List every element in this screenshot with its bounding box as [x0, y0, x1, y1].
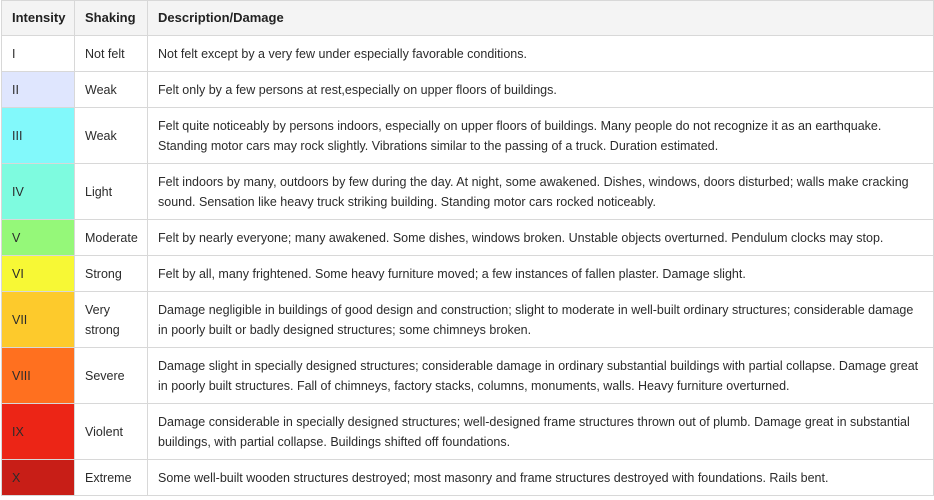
header-intensity: Intensity — [2, 1, 75, 36]
intensity-cell: I — [2, 36, 75, 72]
header-description: Description/Damage — [148, 1, 934, 36]
shaking-cell: Moderate — [75, 220, 148, 256]
shaking-cell: Extreme — [75, 460, 148, 496]
description-cell: Felt only by a few persons at rest,especially on upper floors of buildings. — [148, 72, 934, 108]
intensity-cell: V — [2, 220, 75, 256]
table-row — [2, 164, 934, 220]
shaking-cell: Violent — [75, 404, 148, 460]
intensity-cell: IV — [2, 164, 75, 220]
table-row — [2, 108, 934, 164]
description-cell: Damage slight in specially designed structures; considerable damage in ordinary substantial buildings with partial collapse. Damage great in poorly built structures. Fall of chimneys, factory stacks, columns, monuments, walls. Heavy furniture overturned. — [148, 348, 934, 404]
description-cell: Not felt except by a very few under especially favorable conditions. — [148, 36, 934, 72]
shaking-cell: Weak — [75, 72, 148, 108]
shaking-cell: Light — [75, 164, 148, 220]
description-cell: Damage negligible in buildings of good design and construction; slight to moderate in well-built ordinary structures; considerable damage in poorly built or badly designed structures; some chimneys broken. — [148, 292, 934, 348]
shaking-cell: Weak — [75, 108, 148, 164]
shaking-cell: Strong — [75, 256, 148, 292]
table-row — [2, 36, 934, 72]
intensity-cell: III — [2, 108, 75, 164]
table-header-row — [2, 1, 934, 36]
shaking-cell: Not felt — [75, 36, 148, 72]
intensity-scale-table — [1, 0, 934, 496]
table-row — [2, 460, 934, 496]
description-cell: Felt indoors by many, outdoors by few during the day. At night, some awakened. Dishes, windows, doors disturbed; walls make cracking sound. Sensation like heavy truck striking building. Standing motor cars rocked noticeably. — [148, 164, 934, 220]
shaking-cell: Severe — [75, 348, 148, 404]
table-row — [2, 348, 934, 404]
header-shaking: Shaking — [75, 1, 148, 36]
description-cell: Some well-built wooden structures destroyed; most masonry and frame structures destroyed with foundations. Rails bent. — [148, 460, 934, 496]
description-cell: Felt quite noticeably by persons indoors, especially on upper floors of buildings. Many people do not recognize it as an earthquake. Standing motor cars may rock slightly. Vibrations similar to the passing of a truck. Duration estimated. — [148, 108, 934, 164]
table-row — [2, 256, 934, 292]
table-row — [2, 72, 934, 108]
intensity-cell: II — [2, 72, 75, 108]
table-row — [2, 220, 934, 256]
shaking-cell: Very strong — [75, 292, 148, 348]
intensity-cell: VII — [2, 292, 75, 348]
intensity-cell: X — [2, 460, 75, 496]
table-row — [2, 292, 934, 348]
intensity-cell: VIII — [2, 348, 75, 404]
intensity-cell: VI — [2, 256, 75, 292]
description-cell: Felt by nearly everyone; many awakened. Some dishes, windows broken. Unstable objects overturned. Pendulum clocks may stop. — [148, 220, 934, 256]
description-cell: Felt by all, many frightened. Some heavy furniture moved; a few instances of fallen plaster. Damage slight. — [148, 256, 934, 292]
table-row — [2, 404, 934, 460]
intensity-cell: IX — [2, 404, 75, 460]
description-cell: Damage considerable in specially designed structures; well-designed frame structures thrown out of plumb. Damage great in substantial buildings, with partial collapse. Buildings shifted off foundations. — [148, 404, 934, 460]
